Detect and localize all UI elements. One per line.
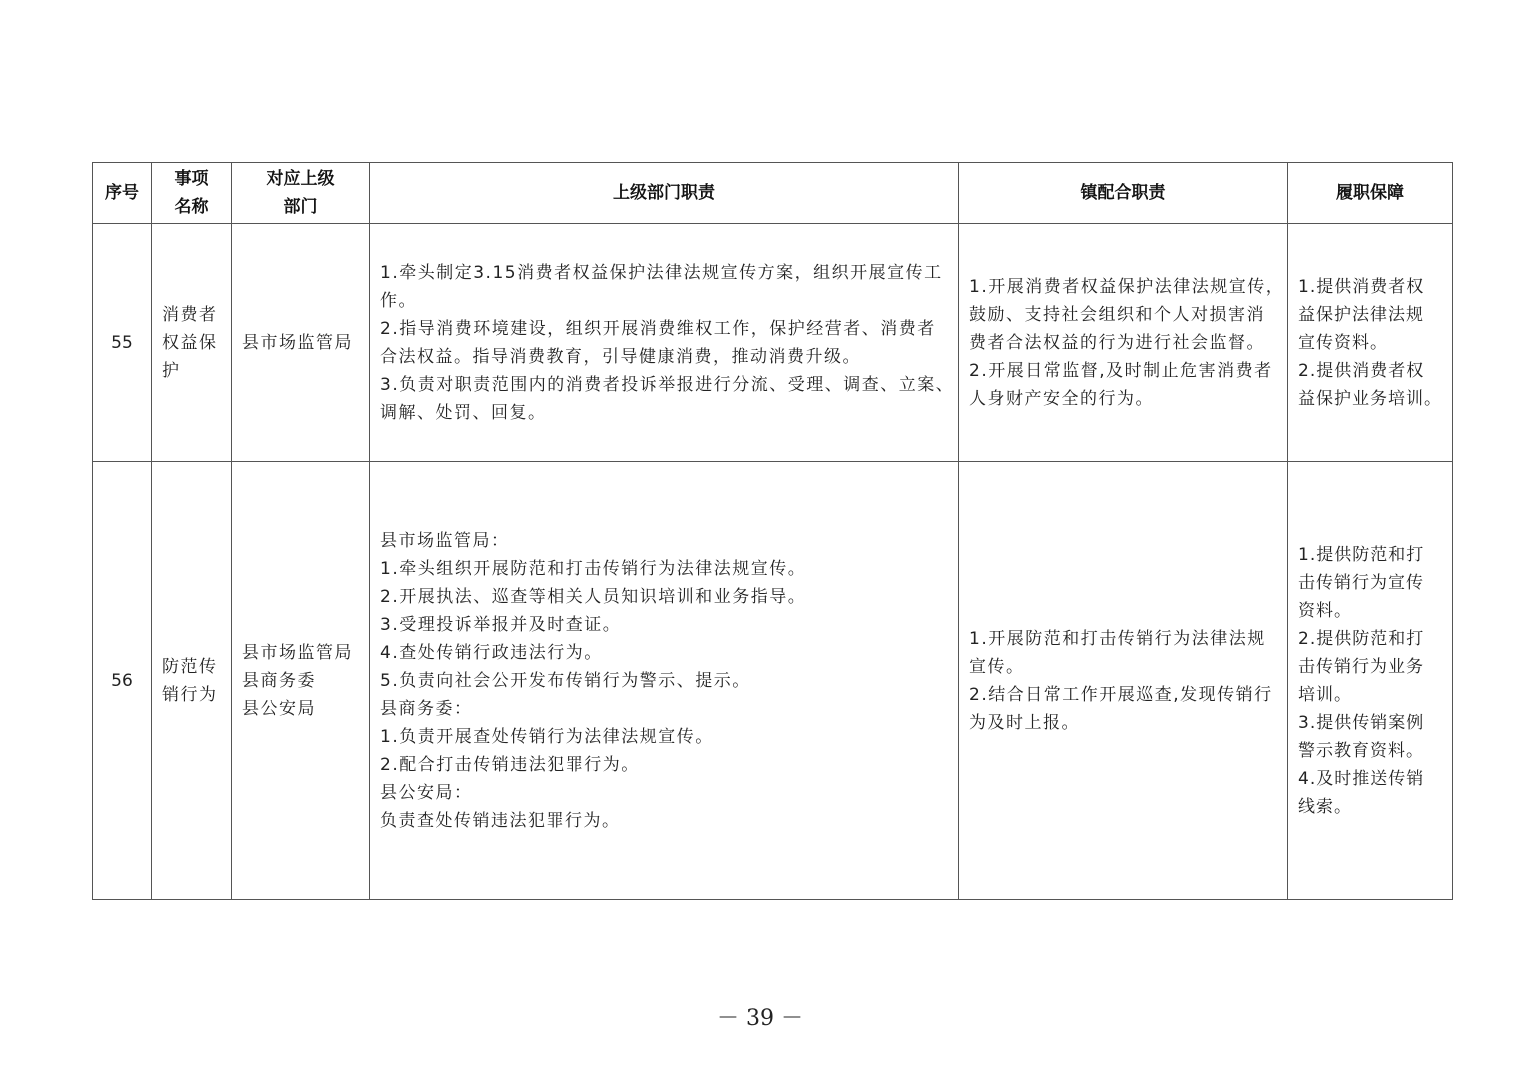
header-seq: 序号	[93, 163, 152, 224]
superior-duty-line: 1.牵头制定3.15消费者权益保护法律法规宣传方案，组织开展宣传工	[380, 262, 943, 283]
superior-duty-line: 5.负责向社会公开发布传销行为警示、提示。	[380, 670, 751, 691]
superior-duty-line: 3.负责对职责范围内的消费者投诉举报进行分流、受理、调查、立案、	[380, 374, 955, 395]
guarantee-line: 警示教育资料。	[1298, 740, 1424, 761]
table-row	[93, 224, 1453, 462]
guarantee-line: 4.及时推送传销	[1298, 768, 1425, 789]
guarantee-line: 击传销行为业务	[1298, 656, 1424, 677]
duty-table	[92, 162, 1453, 900]
town-duty-line: 人身财产安全的行为。	[969, 388, 1154, 409]
superior-duty-line: 负责查处传销违法犯罪行为。	[380, 810, 621, 831]
header-superior-dept-line1: 对应上级	[266, 169, 335, 189]
header-superior-dept	[232, 163, 370, 224]
town-duty-line: 1.开展防范和打击传销行为法律法规	[969, 628, 1266, 649]
row-superior-dept	[232, 224, 370, 462]
header-town-duties: 镇配合职责	[959, 163, 1288, 224]
row-town-duties	[959, 224, 1288, 462]
row-item-name	[152, 224, 232, 462]
row-town-duties	[959, 462, 1288, 900]
header-item-name-line2: 名称	[174, 197, 209, 217]
item-name-line: 防范传	[162, 656, 218, 677]
superior-duty-line: 2.指导消费环境建设，组织开展消费维权工作，保护经营者、消费者	[380, 318, 936, 339]
header-row	[93, 163, 1453, 224]
town-duty-line: 2.结合日常工作开展巡查,发现传销行	[969, 684, 1273, 705]
guarantee-line: 线索。	[1298, 796, 1352, 817]
dept-line: 县商务委	[242, 670, 316, 691]
guarantee-line: 2.提供消费者权	[1298, 360, 1425, 381]
row-guarantee	[1288, 462, 1453, 900]
superior-duty-line: 县商务委：	[380, 698, 473, 719]
dept-line: 县市场监管局	[242, 332, 353, 353]
row-seq: 56	[93, 462, 152, 900]
item-name-line: 销行为	[162, 684, 218, 705]
superior-duty-line: 1.牵头组织开展防范和打击传销行为法律法规宣传。	[380, 558, 807, 579]
town-duty-line: 宣传。	[969, 656, 1025, 677]
town-duty-line: 鼓励、支持社会组织和个人对损害消	[969, 304, 1265, 325]
town-duty-line: 费者合法权益的行为进行社会监督。	[969, 332, 1265, 353]
row-seq: 55	[93, 224, 152, 462]
town-duty-line: 2.开展日常监督,及时制止危害消费者	[969, 360, 1273, 381]
superior-duty-line: 2.开展执法、巡查等相关人员知识培训和业务指导。	[380, 586, 807, 607]
item-name-line: 护	[162, 360, 181, 381]
superior-duty-line: 1.负责开展查处传销行为法律法规宣传。	[380, 726, 714, 747]
header-guarantee: 履职保障	[1288, 163, 1453, 224]
table-header	[93, 163, 1453, 224]
guarantee-line: 2.提供防范和打	[1298, 628, 1425, 649]
guarantee-line: 益保护业务培训。	[1298, 388, 1442, 409]
row-superior-duties	[370, 224, 959, 462]
dept-line: 县市场监管局	[242, 642, 353, 663]
town-duty-line: 为及时上报。	[969, 712, 1080, 733]
header-item-name-line1: 事项	[174, 169, 209, 189]
row-superior-dept	[232, 462, 370, 900]
row-superior-duties	[370, 462, 959, 900]
table-body	[93, 224, 1453, 900]
superior-duty-line: 2.配合打击传销违法犯罪行为。	[380, 754, 640, 775]
row-guarantee	[1288, 224, 1453, 462]
superior-duty-line: 调解、处罚、回复。	[380, 402, 547, 423]
table-row	[93, 462, 1453, 900]
header-item-name	[152, 163, 232, 224]
superior-duty-line: 3.受理投诉举报并及时查证。	[380, 614, 622, 635]
item-name-line: 权益保	[162, 332, 218, 353]
guarantee-line: 资料。	[1298, 600, 1352, 621]
header-superior-dept-line2: 部门	[283, 197, 318, 217]
header-superior-duties: 上级部门职责	[370, 163, 959, 224]
guarantee-line: 1.提供消费者权	[1298, 276, 1425, 297]
superior-duty-line: 作。	[380, 290, 417, 311]
guarantee-line: 宣传资料。	[1298, 332, 1388, 353]
row-item-name	[152, 462, 232, 900]
page-number: － 39 －	[717, 1006, 803, 1031]
guarantee-line: 1.提供防范和打	[1298, 544, 1425, 565]
guarantee-line: 3.提供传销案例	[1298, 712, 1425, 733]
guarantee-line: 培训。	[1298, 684, 1352, 705]
item-name-line: 消费者	[162, 304, 218, 325]
town-duty-line: 1.开展消费者权益保护法律法规宣传，	[969, 276, 1285, 297]
superior-duty-line: 4.查处传销行政违法行为。	[380, 642, 603, 663]
superior-duty-line: 合法权益。指导消费教育，引导健康消费，推动消费升级。	[380, 346, 861, 367]
guarantee-line: 益保护法律法规	[1298, 304, 1424, 325]
superior-duty-line: 县公安局：	[380, 782, 473, 803]
superior-duty-line: 县市场监管局：	[380, 530, 510, 551]
guarantee-line: 击传销行为宣传	[1298, 572, 1424, 593]
dept-line: 县公安局	[242, 698, 316, 719]
